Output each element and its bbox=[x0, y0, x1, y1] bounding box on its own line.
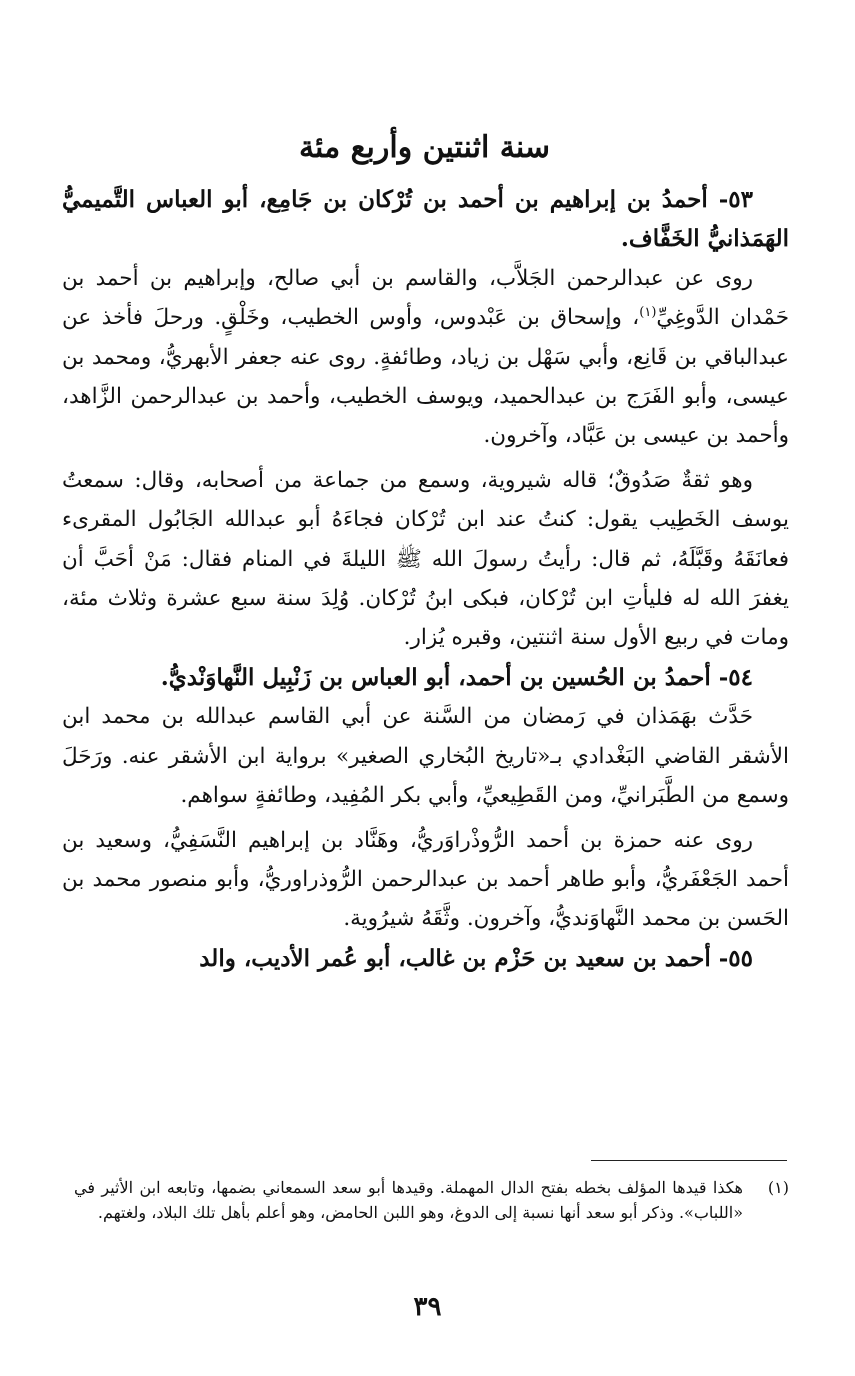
footnote-number: (١) bbox=[767, 1178, 789, 1197]
entry-53-text-part-1: روى عن عبدالرحمن الجَلاَّب، والقاسم بن أبي صالح، وإبراهيم بن أحمد بن حَمْدان الدَّوغِيِّ bbox=[62, 265, 789, 331]
entry-54-paragraph-1: حَدَّث بهَمَذان في رَمضان من السَّنة عن أبي القاسم عبدالله بن محمد ابن الأشقر القاضي البَغْدادي بـ«تاريخ البُخاري الصغير» برواية ابن الأشقر عنه. ورَحَلَ وسمع من الطَّبَرانيِّ، ومن القَطِيعيِّ، وأبي بكر المُفِيد، وطائفةٍ سواهم. bbox=[62, 704, 789, 809]
footnote-divider bbox=[591, 1160, 787, 1161]
entry-53-heading: ٥٣- أحمدُ بن إبراهيم بن أحمد بن تُرْكان بن جَامِع، أبو العباس التَّميميُّ الهَمَذانيُّ الخَفَّاف. bbox=[62, 186, 789, 253]
page-number: ٣٩ bbox=[413, 1292, 442, 1322]
entry-54-paragraph-2: روى عنه حمزة بن أحمد الرُّوذْراوَريُّ، وهَنَّاد بن إبراهيم النَّسَفِيُّ، وسعيد بن أحمد الجَعْفَريُّ، وأبو طاهر أحمد بن عبدالرحمن الرُّوذراوريُّ، وأبو منصور محمد بن الحَسن بن محمد النَّهاوَنديُّ، وآخرون. وثَّقَهُ شيرُوية. bbox=[62, 827, 789, 932]
footnotes bbox=[74, 1175, 789, 1225]
entry-54-heading: ٥٤- أحمدُ بن الحُسين بن أحمد، أبو العباس بن زَنْبِيل النَّهاوَنْديُّ. bbox=[160, 663, 753, 691]
entry-53-paragraph-2: وهو ثقةٌ صَدُوقٌ؛ قاله شيروية، وسمع من جماعة من أصحابه، وقال: سمعتُ يوسف الخَطِيب يقول: كنتُ عند ابن تُرْكان فجاءَهُ أبو عبدالله الجَابُول المقرىء فعانَقَهُ وقَبَّلَهُ، ثم قال: رأيتُ رسولَ الله ﷺ الليلةَ في المنام فقال: مَنْ أحَبَّ أن يغفرَ الله له فليأتِ ابن تُرْكان، فبكى ابنُ تُرْكان. وُلِدَ سنة سبع عشرة وثلاث مئة، ومات في ربيع الأول سنة اثنتين، وقبره يُزار. bbox=[62, 467, 789, 651]
entry-53-text-part-2: ، وإسحاق بن عَبْدوس، وأوس الخطيب، وخَلْقٍ. ورحلَ فأخذ عن عبدالباقي بن قَانِع، وأبي سَهْل بن زياد، وطائفةٍ. روى عنه جعفر الأبهريُّ، ومحمد بن عيسى، وأبو الفَرَج بن عبدالحميد، ويوسف الخطيب، وأحمد بن عبدالرحمن الزَّاهد، وأحمد بن عيسى بن عَبَّاد، وآخرون. bbox=[62, 305, 789, 449]
footnote-reference-1: (١) bbox=[639, 305, 657, 321]
entry-55-heading: ٥٥- أحمد بن سعيد بن حَزْم بن غالب، أبو عُمر الأديب، والد bbox=[199, 944, 753, 972]
page-title: سنة اثنتين وأربع مئة bbox=[298, 130, 551, 166]
footnote-text: هكذا قيدها المؤلف بخطه بفتح الدال المهملة. وقيدها أبو سعد السمعاني بضمها، وتابعه ابن الأثير في «اللباب». وذكر أبو سعد أنها نسبة إلى الدوغ، وهو اللبن الحامض، وهو أعلم بأهل تلك البلاد، ولغتهم. bbox=[74, 1178, 743, 1222]
footnote-1 bbox=[74, 1175, 789, 1225]
entry-53-paragraph-1 bbox=[62, 259, 789, 456]
main-text bbox=[62, 180, 789, 978]
